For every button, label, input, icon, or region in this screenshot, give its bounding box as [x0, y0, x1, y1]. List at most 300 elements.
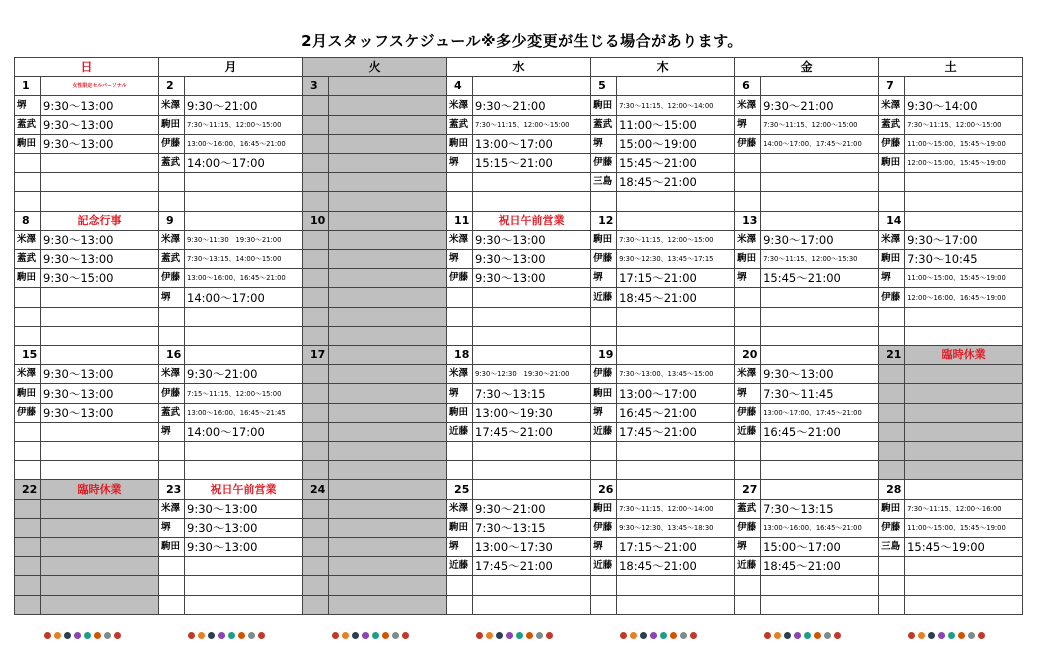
staff-name: 米澤 — [735, 365, 761, 384]
staff-name — [591, 307, 617, 326]
shift-time: 13:00～16:00、16:45～21:00 — [185, 269, 303, 288]
shift-time — [329, 595, 447, 614]
weekday-header: 月 — [159, 58, 303, 77]
shift-time — [761, 288, 879, 307]
staff-name — [447, 442, 473, 461]
shift-time: 13:00～17:00、17:45～21:00 — [761, 403, 879, 422]
staff-name: 駒田 — [879, 154, 905, 173]
staff-name: 近藤 — [447, 557, 473, 576]
schedule-calendar — [14, 57, 1023, 615]
shift-time — [329, 576, 447, 595]
staff-name — [447, 288, 473, 307]
shift-time — [41, 326, 159, 345]
shift-time: 9:30～13:00 — [41, 384, 159, 403]
shift-time: 9:30～13:00 — [761, 365, 879, 384]
staff-name: 駒田 — [159, 538, 185, 557]
shift-time — [617, 576, 735, 595]
staff-name — [591, 576, 617, 595]
shift-time: 13:00～19:30 — [473, 403, 591, 422]
staff-name: 米澤 — [447, 365, 473, 384]
decoration-dot-icon — [74, 632, 81, 639]
shift-time — [761, 576, 879, 595]
staff-name — [15, 154, 41, 173]
shift-time: 9:30～13:00 — [185, 518, 303, 537]
decoration-dot-icon — [476, 632, 483, 639]
staff-name: 米澤 — [447, 96, 473, 115]
shift-time — [329, 538, 447, 557]
staff-name: 駒田 — [159, 115, 185, 134]
decoration-dot-icon — [814, 632, 821, 639]
staff-name — [303, 173, 329, 192]
decoration-dot-icon — [640, 632, 647, 639]
shift-time — [473, 307, 591, 326]
staff-name — [303, 499, 329, 518]
staff-name — [303, 115, 329, 134]
shift-time: 13:00～17:30 — [473, 538, 591, 557]
staff-name: 米澤 — [735, 96, 761, 115]
shift-time — [905, 595, 1023, 614]
shift-time — [41, 518, 159, 537]
staff-name: 近藤 — [447, 422, 473, 441]
day-number: 8 — [15, 211, 41, 230]
shift-time — [185, 595, 303, 614]
staff-name: 堺 — [735, 269, 761, 288]
staff-name — [735, 154, 761, 173]
decoration-dot-icon — [804, 632, 811, 639]
week-row — [15, 480, 1023, 499]
shift-time: 9:30～12:30、13:45～17:15 — [617, 250, 735, 269]
decoration-dot-icon — [188, 632, 195, 639]
staff-name — [15, 192, 41, 211]
staff-name: 堺 — [735, 538, 761, 557]
staff-name — [15, 173, 41, 192]
day-number: 9 — [159, 211, 185, 230]
day-number: 14 — [879, 211, 905, 230]
staff-name: 三島 — [591, 173, 617, 192]
staff-name: 駒田 — [447, 134, 473, 153]
staff-row — [15, 96, 1023, 115]
staff-name: 駒田 — [591, 384, 617, 403]
decoration-dot-icon — [94, 632, 101, 639]
decoration-dot-icon — [198, 632, 205, 639]
decoration-dot-icon — [978, 632, 985, 639]
shift-time — [905, 461, 1023, 480]
shift-time: 15:45～19:00 — [905, 538, 1023, 557]
decoration-dot-icon — [958, 632, 965, 639]
weekday-header: 水 — [447, 58, 591, 77]
staff-name — [303, 557, 329, 576]
shift-time — [329, 384, 447, 403]
staff-name — [447, 461, 473, 480]
decoration-dot-icon — [382, 632, 389, 639]
shift-time: 7:30～13:00、13:45～15:00 — [617, 365, 735, 384]
weekday-header: 火 — [303, 58, 447, 77]
staff-row — [15, 442, 1023, 461]
shift-time: 17:45～21:00 — [473, 422, 591, 441]
decoration-dot-icon — [908, 632, 915, 639]
shift-time: 7:15～11:15、12:00～15:00 — [185, 384, 303, 403]
staff-name — [591, 192, 617, 211]
day-number: 4 — [447, 77, 473, 96]
staff-name — [159, 192, 185, 211]
staff-name — [15, 557, 41, 576]
staff-name — [591, 595, 617, 614]
day-note: 女性限定セルパーソナル — [41, 77, 159, 96]
day-number: 15 — [15, 346, 41, 365]
shift-time — [41, 461, 159, 480]
shift-time — [761, 192, 879, 211]
day-note — [473, 480, 591, 499]
shift-time — [41, 442, 159, 461]
shift-time: 15:45～21:00 — [761, 269, 879, 288]
day-note — [761, 211, 879, 230]
shift-time: 11:00～15:00、15:45～19:00 — [905, 134, 1023, 153]
shift-time — [185, 326, 303, 345]
decoration-dot-icon — [402, 632, 409, 639]
shift-time: 7:30～13:15 — [761, 499, 879, 518]
staff-name: 米澤 — [159, 499, 185, 518]
day-note — [761, 77, 879, 96]
staff-name — [735, 173, 761, 192]
staff-row — [15, 250, 1023, 269]
staff-name — [303, 461, 329, 480]
staff-name — [159, 442, 185, 461]
shift-time: 7:30～10:45 — [905, 250, 1023, 269]
staff-name — [15, 461, 41, 480]
staff-name: 近藤 — [591, 422, 617, 441]
shift-time — [905, 192, 1023, 211]
shift-time: 11:00～15:00 — [617, 115, 735, 134]
staff-name — [15, 422, 41, 441]
day-number: 12 — [591, 211, 617, 230]
shift-time: 15:15～21:00 — [473, 154, 591, 173]
staff-name — [159, 595, 185, 614]
shift-time — [329, 115, 447, 134]
shift-time: 9:30～13:00 — [41, 96, 159, 115]
shift-time — [905, 442, 1023, 461]
day-note — [329, 346, 447, 365]
shift-time: 7:30～13:15、14:00～15:00 — [185, 250, 303, 269]
shift-time — [905, 365, 1023, 384]
staff-name: 堺 — [447, 384, 473, 403]
weekday-header-row — [15, 58, 1023, 77]
staff-name — [303, 307, 329, 326]
staff-name — [15, 326, 41, 345]
staff-row — [15, 307, 1023, 326]
shift-time: 14:00～17:00、17:45～21:00 — [761, 134, 879, 153]
day-note — [41, 346, 159, 365]
staff-name: 駒田 — [879, 499, 905, 518]
staff-name — [735, 576, 761, 595]
decoration-dot-icon — [64, 632, 71, 639]
shift-time: 17:45～21:00 — [617, 422, 735, 441]
staff-row — [15, 173, 1023, 192]
week-row — [15, 77, 1023, 96]
staff-name — [15, 595, 41, 614]
staff-name — [303, 326, 329, 345]
staff-name — [591, 442, 617, 461]
staff-name: 蓋武 — [159, 403, 185, 422]
staff-name: 堺 — [159, 288, 185, 307]
staff-name — [303, 96, 329, 115]
day-number: 17 — [303, 346, 329, 365]
decoration-dot-icon — [392, 632, 399, 639]
staff-name — [447, 595, 473, 614]
staff-name: 堺 — [591, 269, 617, 288]
shift-time — [473, 288, 591, 307]
shift-time — [329, 173, 447, 192]
day-note: 記念行事 — [41, 211, 159, 230]
day-number: 28 — [879, 480, 905, 499]
day-note — [905, 211, 1023, 230]
weekday-header: 土 — [879, 58, 1023, 77]
shift-time: 7:30～11:15、12:00～15:30 — [761, 250, 879, 269]
staff-name: 駒田 — [879, 250, 905, 269]
day-note — [617, 211, 735, 230]
staff-name: 駒田 — [15, 384, 41, 403]
staff-row — [15, 557, 1023, 576]
decoration-dot-icon — [650, 632, 657, 639]
shift-time — [905, 576, 1023, 595]
decoration-dot-icon — [536, 632, 543, 639]
shift-time — [761, 326, 879, 345]
day-number: 16 — [159, 346, 185, 365]
decoration-dot-icon — [546, 632, 553, 639]
staff-name: 米澤 — [159, 230, 185, 249]
staff-name — [303, 538, 329, 557]
day-number: 20 — [735, 346, 761, 365]
day-note — [185, 346, 303, 365]
staff-name: 米澤 — [735, 230, 761, 249]
shift-time — [41, 422, 159, 441]
staff-name — [303, 403, 329, 422]
shift-time — [41, 288, 159, 307]
staff-name — [879, 442, 905, 461]
staff-name — [303, 134, 329, 153]
staff-name: 堺 — [447, 250, 473, 269]
staff-name — [15, 499, 41, 518]
shift-time — [41, 173, 159, 192]
staff-name — [15, 518, 41, 537]
decoration-dot-icon — [54, 632, 61, 639]
shift-time — [329, 326, 447, 345]
decoration-dot-icon — [496, 632, 503, 639]
shift-time — [185, 557, 303, 576]
staff-name: 伊藤 — [159, 269, 185, 288]
day-note — [905, 480, 1023, 499]
shift-time — [329, 461, 447, 480]
decoration-icon-group — [620, 624, 716, 638]
staff-name: 近藤 — [591, 557, 617, 576]
staff-name — [879, 422, 905, 441]
staff-name — [15, 576, 41, 595]
shift-time — [41, 538, 159, 557]
staff-name — [879, 461, 905, 480]
staff-name: 堺 — [591, 134, 617, 153]
day-note — [185, 211, 303, 230]
staff-row — [15, 154, 1023, 173]
shift-time — [329, 307, 447, 326]
shift-time: 18:45～21:00 — [617, 173, 735, 192]
day-number: 11 — [447, 211, 473, 230]
staff-name: 伊藤 — [879, 288, 905, 307]
staff-row — [15, 134, 1023, 153]
decoration-dot-icon — [228, 632, 235, 639]
shift-time — [761, 461, 879, 480]
decoration-dot-icon — [630, 632, 637, 639]
staff-name: 米澤 — [879, 96, 905, 115]
staff-name: 近藤 — [591, 288, 617, 307]
day-number: 18 — [447, 346, 473, 365]
staff-name: 蓋武 — [447, 115, 473, 134]
decoration-dot-icon — [834, 632, 841, 639]
staff-name: 蓋武 — [159, 250, 185, 269]
staff-name — [159, 326, 185, 345]
shift-time — [41, 307, 159, 326]
shift-time — [617, 595, 735, 614]
day-number: 25 — [447, 480, 473, 499]
day-note — [617, 77, 735, 96]
day-number: 10 — [303, 211, 329, 230]
decoration-icon-group — [188, 624, 284, 638]
staff-name — [735, 192, 761, 211]
shift-time — [905, 173, 1023, 192]
decoration-dot-icon — [342, 632, 349, 639]
staff-name — [447, 192, 473, 211]
shift-time: 14:00～17:00 — [185, 154, 303, 173]
staff-name: 米澤 — [159, 96, 185, 115]
staff-name: 堺 — [447, 538, 473, 557]
staff-row — [15, 269, 1023, 288]
staff-name — [303, 442, 329, 461]
day-number: 7 — [879, 77, 905, 96]
decoration-dot-icon — [794, 632, 801, 639]
staff-name — [735, 307, 761, 326]
staff-name: 駒田 — [15, 269, 41, 288]
shift-time: 13:00～17:00 — [473, 134, 591, 153]
shift-time — [761, 154, 879, 173]
decoration-dot-icon — [690, 632, 697, 639]
shift-time — [617, 326, 735, 345]
shift-time: 9:30～13:00 — [41, 365, 159, 384]
shift-time: 9:30～15:00 — [41, 269, 159, 288]
day-number: 13 — [735, 211, 761, 230]
shift-time — [473, 461, 591, 480]
decoration-dot-icon — [44, 632, 51, 639]
staff-row — [15, 518, 1023, 537]
shift-time: 7:30～11:15、12:00～14:00 — [617, 499, 735, 518]
staff-name: 伊藤 — [879, 134, 905, 153]
shift-time — [905, 557, 1023, 576]
staff-name: 蓋武 — [735, 499, 761, 518]
staff-name: 蓋武 — [591, 115, 617, 134]
shift-time: 9:30～14:00 — [905, 96, 1023, 115]
staff-name: 蓋武 — [159, 154, 185, 173]
decoration-dot-icon — [660, 632, 667, 639]
decoration-dot-icon — [948, 632, 955, 639]
decoration-dot-icon — [362, 632, 369, 639]
shift-time — [41, 595, 159, 614]
staff-row — [15, 538, 1023, 557]
staff-name — [15, 307, 41, 326]
shift-time — [329, 192, 447, 211]
staff-name: 米澤 — [159, 365, 185, 384]
staff-name — [303, 269, 329, 288]
shift-time — [329, 96, 447, 115]
shift-time — [617, 442, 735, 461]
shift-time: 7:30～11:15、12:00～14:00 — [617, 96, 735, 115]
decoration-dot-icon — [680, 632, 687, 639]
decoration-dot-icon — [332, 632, 339, 639]
decoration-dot-icon — [928, 632, 935, 639]
day-note — [761, 346, 879, 365]
staff-row — [15, 422, 1023, 441]
shift-time: 13:00～16:00、16:45～21:00 — [761, 518, 879, 537]
staff-name — [303, 384, 329, 403]
shift-time — [329, 518, 447, 537]
day-number: 1 — [15, 77, 41, 96]
shift-time — [617, 192, 735, 211]
shift-time: 9:30～21:00 — [473, 96, 591, 115]
day-number: 26 — [591, 480, 617, 499]
shift-time — [185, 442, 303, 461]
staff-name: 駒田 — [15, 134, 41, 153]
shift-time: 13:00～16:00、16:45～21:00 — [185, 134, 303, 153]
shift-time: 9:30～13:00 — [185, 499, 303, 518]
day-note: 臨時休業 — [905, 346, 1023, 365]
staff-name — [303, 230, 329, 249]
shift-time — [905, 422, 1023, 441]
shift-time — [41, 192, 159, 211]
shift-time — [41, 499, 159, 518]
decoration-dot-icon — [918, 632, 925, 639]
staff-name: 近藤 — [735, 422, 761, 441]
day-note — [473, 77, 591, 96]
decoration-dot-icon — [104, 632, 111, 639]
shift-time: 7:30～11:15、12:00～15:00 — [905, 115, 1023, 134]
staff-name: 三島 — [879, 538, 905, 557]
shift-time: 11:00～15:00、15:45～19:00 — [905, 269, 1023, 288]
staff-row — [15, 461, 1023, 480]
staff-name — [447, 576, 473, 595]
staff-name — [879, 307, 905, 326]
shift-time — [185, 173, 303, 192]
day-note — [761, 480, 879, 499]
shift-time — [761, 307, 879, 326]
staff-name: 米澤 — [879, 230, 905, 249]
shift-time — [185, 461, 303, 480]
day-note — [617, 346, 735, 365]
shift-time: 9:30～13:00 — [41, 134, 159, 153]
decoration-icon-group — [476, 624, 572, 638]
staff-name — [879, 557, 905, 576]
decoration-dot-icon — [218, 632, 225, 639]
shift-time — [329, 134, 447, 153]
shift-time — [617, 307, 735, 326]
staff-name: 伊藤 — [591, 365, 617, 384]
shift-time: 9:30～13:00 — [473, 230, 591, 249]
shift-time: 9:30～13:00 — [41, 230, 159, 249]
shift-time: 9:30～17:00 — [761, 230, 879, 249]
staff-name: 堺 — [879, 269, 905, 288]
shift-time: 9:30～13:00 — [473, 269, 591, 288]
staff-name: 近藤 — [735, 557, 761, 576]
decoration-icon-group — [908, 624, 1004, 638]
shift-time: 17:45～21:00 — [473, 557, 591, 576]
staff-name — [879, 326, 905, 345]
day-number: 5 — [591, 77, 617, 96]
shift-time: 7:30～11:15、12:00～15:00 — [185, 115, 303, 134]
